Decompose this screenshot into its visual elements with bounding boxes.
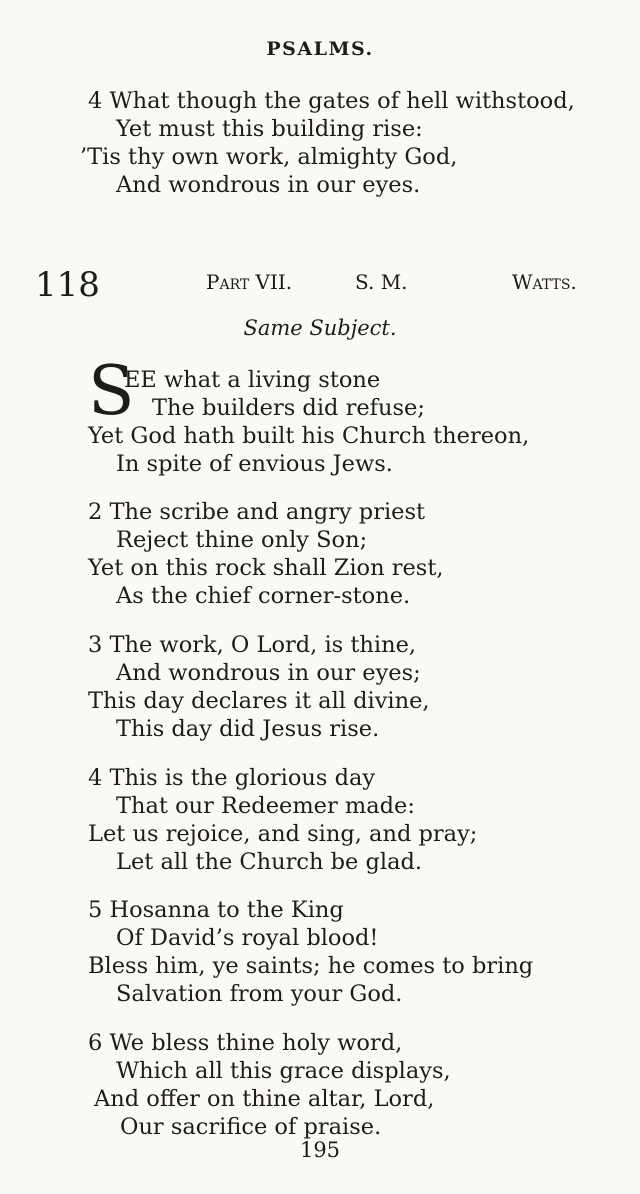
hymn-number: 118 xyxy=(35,265,100,305)
verse-line: Let us rejoice, and sing, and pray; xyxy=(88,821,478,847)
verse-line: 3 The work, O Lord, is thine, xyxy=(88,632,417,658)
hymn-part: Part VII. xyxy=(206,270,293,294)
verse-line: Bless him, ye saints; he comes to bring xyxy=(88,953,534,979)
verse-line: And wondrous in our eyes; xyxy=(116,660,421,686)
verse-line: Of David’s royal blood! xyxy=(116,925,379,951)
hymn-subject: Same Subject. xyxy=(243,316,397,340)
drop-cap: S xyxy=(88,352,135,431)
verse-line: Which all this grace displays, xyxy=(116,1058,451,1084)
verse-line: And wondrous in our eyes. xyxy=(116,172,421,198)
verse-line: Yet God hath built his Church thereon, xyxy=(88,423,530,449)
verse-line: Our sacrifice of praise. xyxy=(120,1114,382,1140)
verse-line: 5 Hosanna to the King xyxy=(88,897,344,923)
running-title: PSALMS. xyxy=(266,38,374,60)
verse-line: In spite of envious Jews. xyxy=(116,451,393,477)
verse-line: ’Tis thy own work, almighty God, xyxy=(80,144,458,170)
verse-line: 2 The scribe and angry priest xyxy=(88,499,426,525)
verse-line: Reject thine only Son; xyxy=(116,527,368,553)
verse-line: This day declares it all divine, xyxy=(88,688,430,714)
verse-line: EE what a living stone xyxy=(124,367,381,393)
verse-line: Salvation from your God. xyxy=(116,981,403,1007)
page-number: 195 xyxy=(299,1138,341,1162)
verse-line: The builders did refuse; xyxy=(152,395,425,421)
verse-line: And offer on thine altar, Lord, xyxy=(94,1086,435,1112)
hymn-author: Watts. xyxy=(512,270,577,294)
verse-line: 4 What though the gates of hell withstood, xyxy=(88,88,575,114)
verse-line: 6 We bless thine holy word, xyxy=(88,1030,403,1056)
verse-line: Let all the Church be glad. xyxy=(116,849,423,875)
hymn-meter: S. M. xyxy=(355,270,408,294)
verse-line: Yet on this rock shall Zion rest, xyxy=(88,555,444,581)
verse-line: That our Redeemer made: xyxy=(116,793,415,819)
verse-line: This day did Jesus rise. xyxy=(116,716,380,742)
verse-line: 4 This is the glorious day xyxy=(88,765,376,791)
verse-line: As the chief corner-stone. xyxy=(116,583,411,609)
verse-line: Yet must this building rise: xyxy=(116,116,423,142)
